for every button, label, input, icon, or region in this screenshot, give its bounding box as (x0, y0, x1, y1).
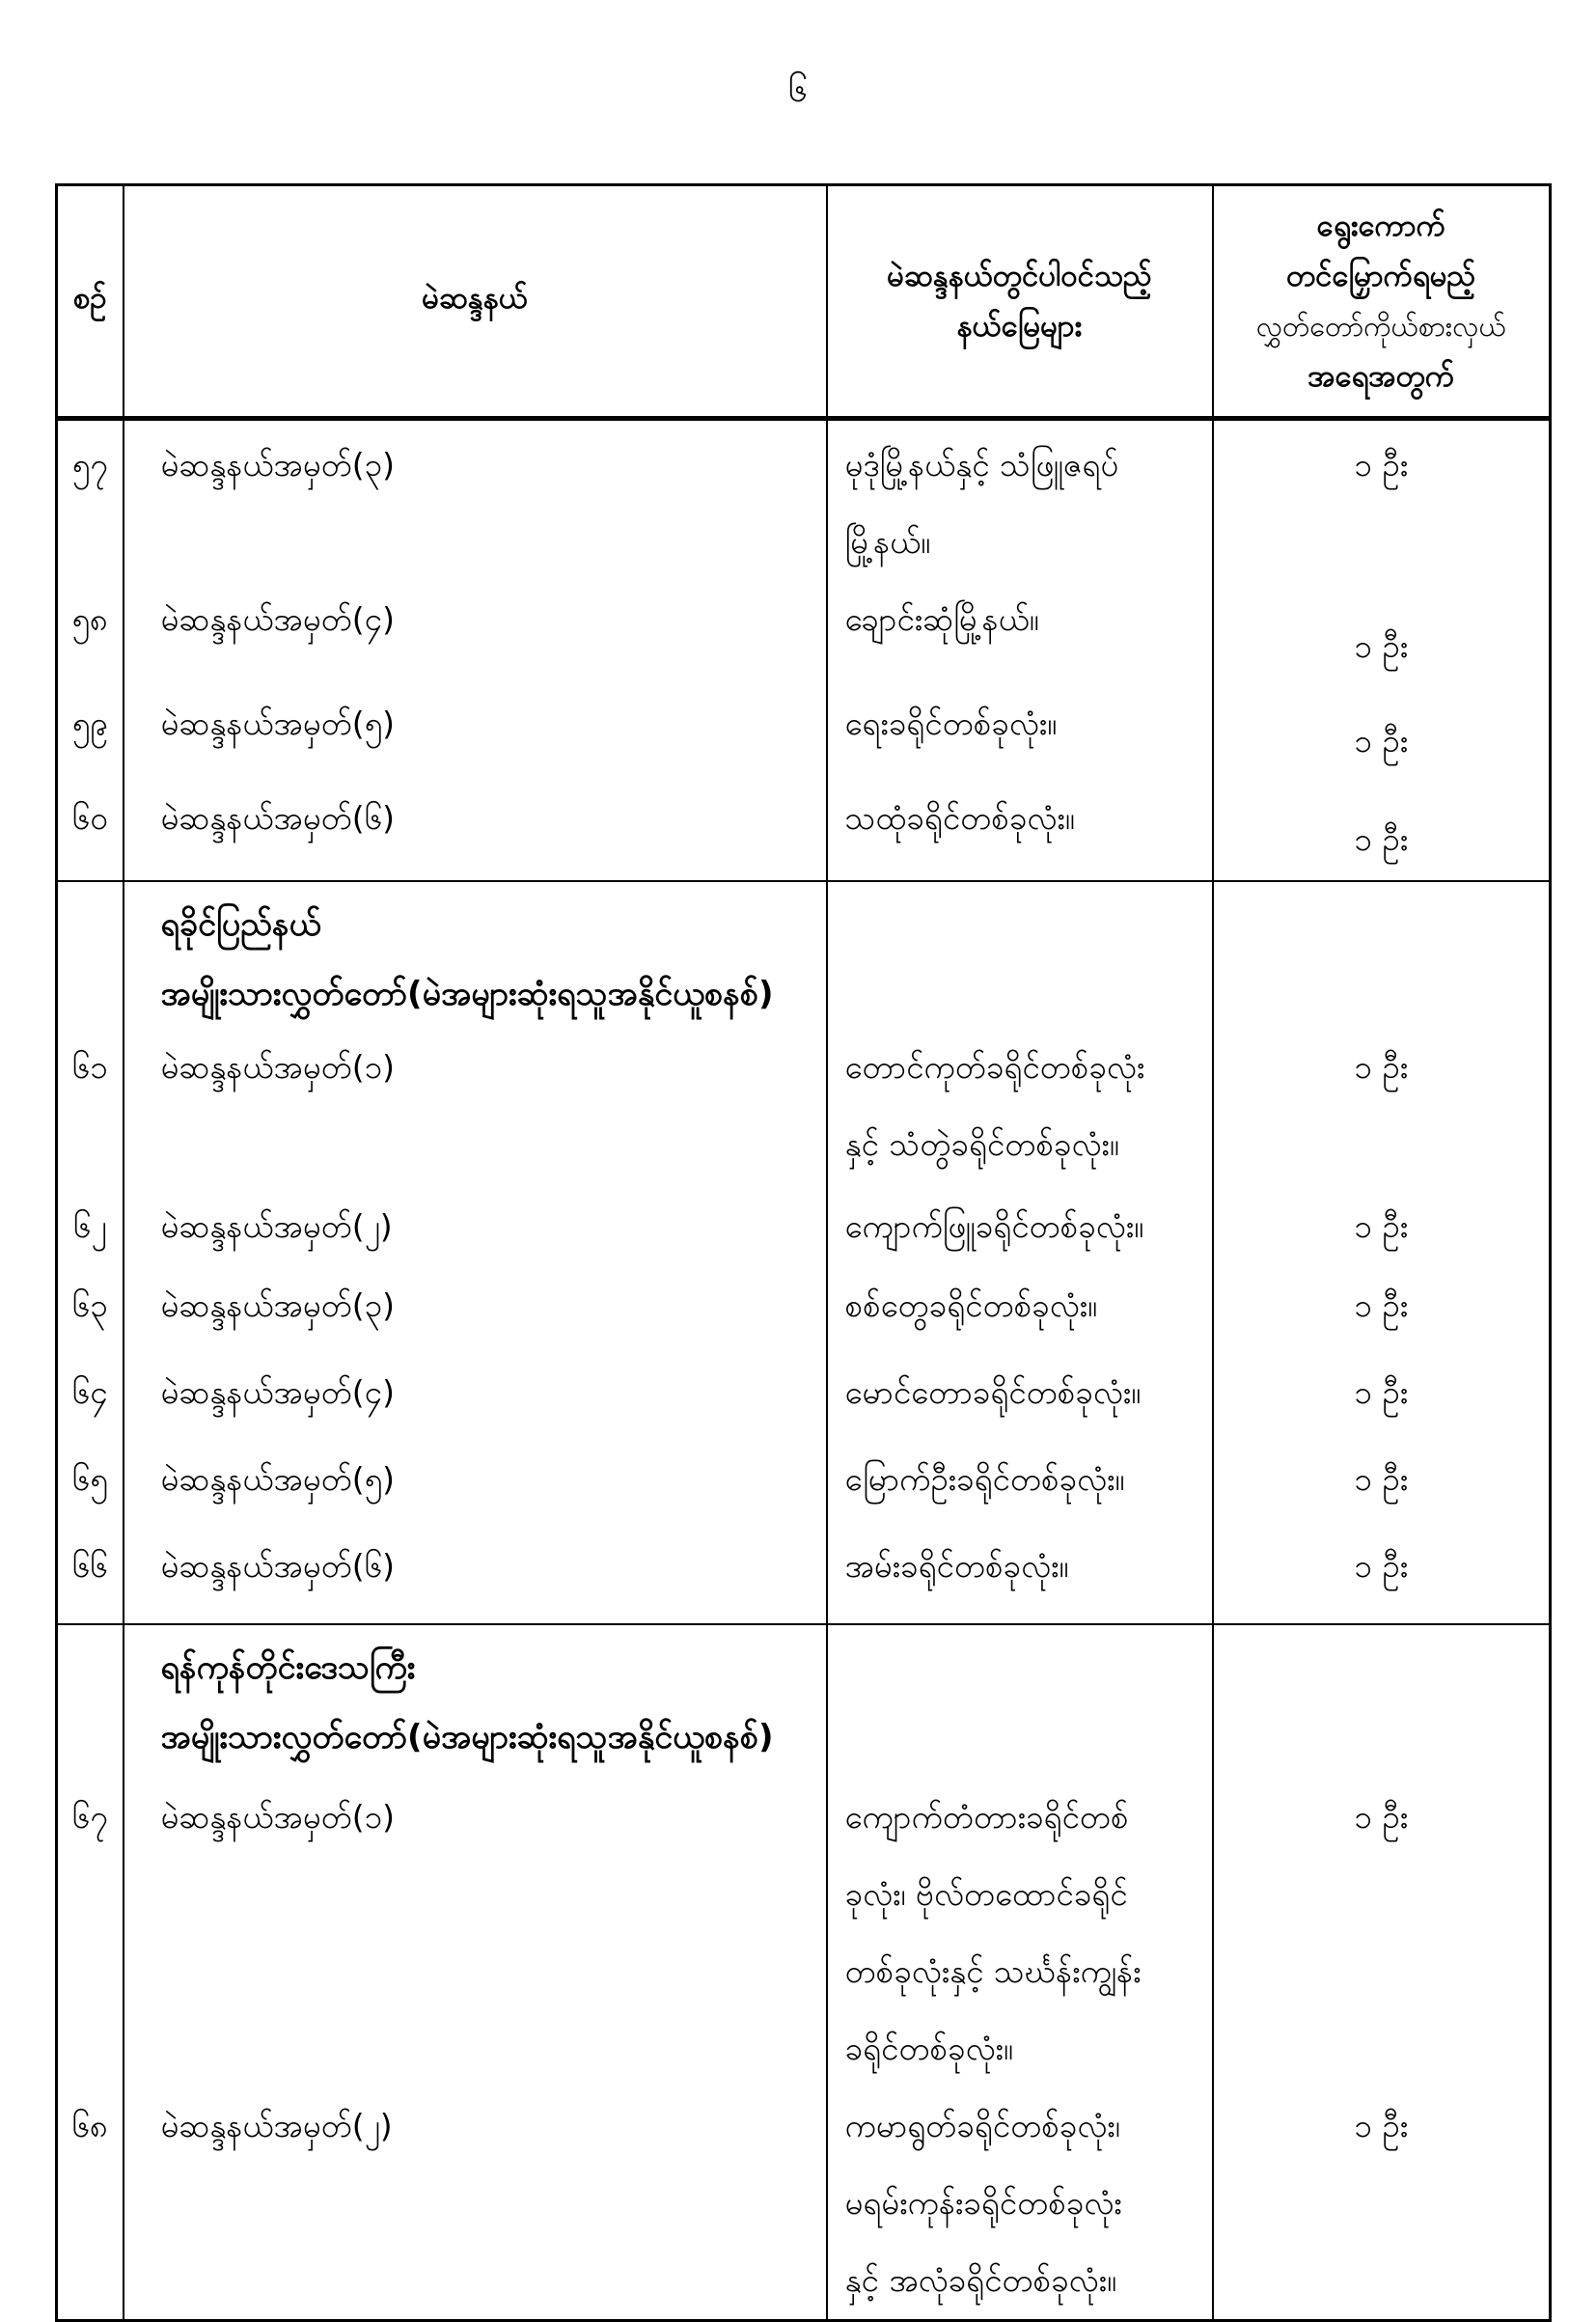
row-number: ၅၇ (71, 446, 108, 484)
row-number-cell (57, 419, 124, 582)
constituency-name: မဲဆန္ဒနယ်အမှတ်(၆) (160, 799, 396, 837)
section-title-row (57, 1624, 1551, 1779)
reps-cell (1213, 780, 1551, 881)
areas-cell (827, 881, 1213, 1029)
area-line: အမ်းခရိုင်တစ်ခုလုံး။ (844, 1547, 1069, 1585)
constituency-name: မဲဆန္ဒနယ်အမှတ်(၆) (160, 1547, 396, 1585)
page-number: ၆ (787, 70, 809, 110)
header-constituency-label: မဲဆန္ဒနယ် (422, 281, 528, 316)
table-row (57, 419, 1551, 582)
table-row (57, 685, 1551, 780)
area-line: မြို့နယ်။ (844, 523, 931, 561)
area-line: မြောက်ဦးခရိုင်တစ်ခုလုံး။ (844, 1460, 1125, 1498)
header-reps-line2: တင်မြှောက်ရမည့် (1286, 259, 1476, 293)
reps-cell (1213, 1354, 1551, 1441)
table-row (57, 1354, 1551, 1441)
row-number-cell (57, 1188, 124, 1267)
areas-cell (827, 1267, 1213, 1354)
areas-cell (827, 2087, 1213, 2321)
table-row (57, 1779, 1551, 2087)
area-line: တောင်ကုတ်ခရိုင်တစ်ခုလုံး (844, 1048, 1145, 1086)
area-line: မုဒုံမြို့နယ်နှင့် သံဖြူဇရပ် (844, 446, 1119, 484)
reps-cell (1213, 581, 1551, 685)
reps-cell (1213, 1029, 1551, 1188)
row-number-cell (57, 1029, 124, 1188)
row-number: ၅၉ (71, 705, 108, 742)
row-number-cell (57, 1779, 124, 2087)
constituency-cell (124, 1441, 827, 1528)
constituency-table (55, 183, 1552, 2322)
constituency-cell (124, 1188, 827, 1267)
row-number-cell (57, 581, 124, 685)
areas-cell (827, 1029, 1213, 1188)
constituency-cell (124, 1779, 827, 2087)
row-number-cell (57, 2087, 124, 2321)
header-reps-line4: အရေအတွက် (1307, 359, 1455, 394)
constituency-cell (124, 1267, 827, 1354)
area-line: ခုလုံး၊ ဗိုလ်တထောင်ခရိုင် (844, 1875, 1128, 1913)
table-row (57, 1528, 1551, 1624)
row-number: ၅၈ (71, 600, 108, 638)
constituency-name: မဲဆန္ဒနယ်အမှတ်(၃) (160, 446, 396, 484)
area-line: ရေးခရိုင်တစ်ခုလုံး။ (844, 705, 1058, 742)
row-number-cell (57, 881, 124, 1029)
reps-count: ၁ ဦး (1354, 1547, 1409, 1585)
reps-count: ၁ ဦး (1354, 820, 1409, 858)
table-row (57, 581, 1551, 685)
areas-cell (827, 685, 1213, 780)
constituency-name: မဲဆန္ဒနယ်အမှတ်(၁) (160, 1048, 396, 1086)
reps-cell (1213, 1441, 1551, 1528)
row-number-cell (57, 1528, 124, 1624)
section-title-row (57, 881, 1551, 1029)
constituency-name: မဲဆန္ဒနယ်အမှတ်(၂) (160, 1207, 393, 1245)
reps-cell (1213, 1779, 1551, 2087)
area-line: မရမ်းကုန်းခရိုင်တစ်ခုလုံး (844, 2184, 1122, 2222)
area-line: ကျောက်တံတားခရိုင်တစ် (844, 1798, 1129, 1836)
constituency-cell (124, 1029, 827, 1188)
table-header-row (57, 185, 1551, 419)
reps-cell (1213, 419, 1551, 582)
reps-count: ၁ ဦး (1354, 1373, 1409, 1411)
header-areas (827, 185, 1213, 419)
reps-count: ၁ ဦး (1354, 2107, 1409, 2144)
constituency-cell (124, 581, 827, 685)
row-number: ၆၄ (71, 1373, 108, 1411)
row-number: ၆၅ (71, 1460, 108, 1498)
table-row (57, 1267, 1551, 1354)
header-reps-line3: လွှတ်တော်ကိုယ်စားလှယ် (1255, 310, 1506, 343)
header-areas-line2: နယ်မြေများ (956, 309, 1083, 344)
reps-cell (1213, 1624, 1551, 1779)
header-constituency (124, 185, 827, 419)
row-number: ၆၆ (71, 1547, 108, 1585)
table-row (57, 1029, 1551, 1188)
reps-cell (1213, 1188, 1551, 1267)
areas-cell (827, 1528, 1213, 1624)
reps-cell (1213, 1528, 1551, 1624)
constituency-cell (124, 685, 827, 780)
section-title-line1: ရခိုင်ပြည်နယ် (160, 905, 321, 944)
areas-cell (827, 581, 1213, 685)
reps-count: ၁ ဦး (1354, 1460, 1409, 1498)
row-number-cell (57, 1624, 124, 1779)
areas-cell (827, 1188, 1213, 1267)
section-title-line2: အမျိုးသားလွှတ်တော်(မဲအများဆုံးရသူအနိုင်ယူစနစ်) (160, 975, 774, 1013)
row-number: ၆၀ (71, 799, 108, 837)
constituency-cell (124, 2087, 827, 2321)
reps-count: ၁ ဦး (1354, 1286, 1409, 1324)
reps-cell (1213, 1267, 1551, 1354)
area-line: တစ်ခုလုံးနှင့် သင်္ဃန်းကျွန်း (844, 1952, 1142, 1990)
row-number: ၆၈ (71, 2107, 108, 2144)
area-line: ကမာရွတ်ခရိုင်တစ်ခုလုံး၊ (844, 2107, 1120, 2144)
row-number: ၆၁ (71, 1048, 108, 1086)
header-reps-line1: ရွေးကောက် (1316, 208, 1445, 243)
area-line: ကျောက်ဖြူခရိုင်တစ်ခုလုံး။ (844, 1207, 1144, 1245)
section-title-cell (124, 1624, 827, 1779)
section-title-cell (124, 881, 827, 1029)
reps-cell (1213, 2087, 1551, 2321)
table-row (57, 1188, 1551, 1267)
reps-count: ၁ ဦး (1354, 627, 1409, 665)
area-line: ချောင်းဆုံမြို့နယ်။ (844, 600, 1039, 638)
constituency-name: မဲဆန္ဒနယ်အမှတ်(၄) (160, 1373, 396, 1411)
section-title-line2: အမျိုးသားလွှတ်တော်(မဲအများဆုံးရသူအနိုင်ယူစနစ်) (160, 1718, 774, 1756)
constituency-cell (124, 1354, 827, 1441)
row-number-cell (57, 780, 124, 881)
table-row (57, 780, 1551, 881)
area-line: ခရိုင်တစ်ခုလုံး။ (844, 2030, 1013, 2067)
section-title-line1: ရန်ကုန်တိုင်းဒေသကြီး (160, 1648, 416, 1687)
constituency-name: မဲဆန္ဒနယ်အမှတ်(၂) (160, 2107, 393, 2144)
constituency-name: မဲဆန္ဒနယ်အမှတ်(၄) (160, 600, 396, 638)
constituency-name: မဲဆန္ဒနယ်အမှတ်(၅) (160, 1460, 396, 1498)
table-row (57, 2087, 1551, 2321)
constituency-name: မဲဆန္ဒနယ်အမှတ်(၃) (160, 1286, 396, 1324)
header-serial-label: စဉ် (72, 281, 107, 316)
area-line: သထုံခရိုင်တစ်ခုလုံး။ (844, 799, 1075, 837)
reps-cell (1213, 881, 1551, 1029)
areas-cell (827, 780, 1213, 881)
constituency-name: မဲဆန္ဒနယ်အမှတ်(၅) (160, 705, 396, 742)
area-line: စစ်တွေခရိုင်တစ်ခုလုံး။ (844, 1286, 1098, 1324)
reps-count: ၁ ဦး (1354, 446, 1409, 484)
row-number-cell (57, 685, 124, 780)
row-number-cell (57, 1441, 124, 1528)
row-number: ၆၇ (71, 1798, 108, 1836)
areas-cell (827, 1779, 1213, 2087)
areas-cell (827, 1441, 1213, 1528)
reps-cell (1213, 685, 1551, 780)
constituency-cell (124, 1528, 827, 1624)
row-number-cell (57, 1267, 124, 1354)
areas-cell (827, 1624, 1213, 1779)
area-line: နှင့် အလုံခရိုင်တစ်ခုလုံး။ (844, 2261, 1116, 2299)
row-number: ၆၃ (71, 1286, 108, 1324)
area-line: နှင့် သံတွဲခရိုင်တစ်ခုလုံး။ (844, 1125, 1119, 1163)
header-serial (57, 185, 124, 419)
constituency-cell (124, 780, 827, 881)
area-line: မောင်တောခရိုင်တစ်ခုလုံး။ (844, 1373, 1142, 1411)
table-row (57, 1441, 1551, 1528)
reps-count: ၁ ဦး (1354, 1048, 1409, 1086)
reps-count: ၁ ဦး (1354, 1798, 1409, 1836)
areas-cell (827, 419, 1213, 582)
row-number: ၆၂ (72, 1207, 107, 1245)
areas-cell (827, 1354, 1213, 1441)
constituency-cell (124, 419, 827, 582)
header-representatives (1213, 185, 1551, 419)
reps-count: ၁ ဦး (1354, 1207, 1409, 1245)
constituency-name: မဲဆန္ဒနယ်အမှတ်(၁) (160, 1798, 396, 1836)
reps-count: ၁ ဦး (1354, 722, 1409, 760)
row-number-cell (57, 1354, 124, 1441)
header-areas-line1: မဲဆန္ဒနယ်တွင်ပါဝင်သည့် (887, 259, 1152, 293)
